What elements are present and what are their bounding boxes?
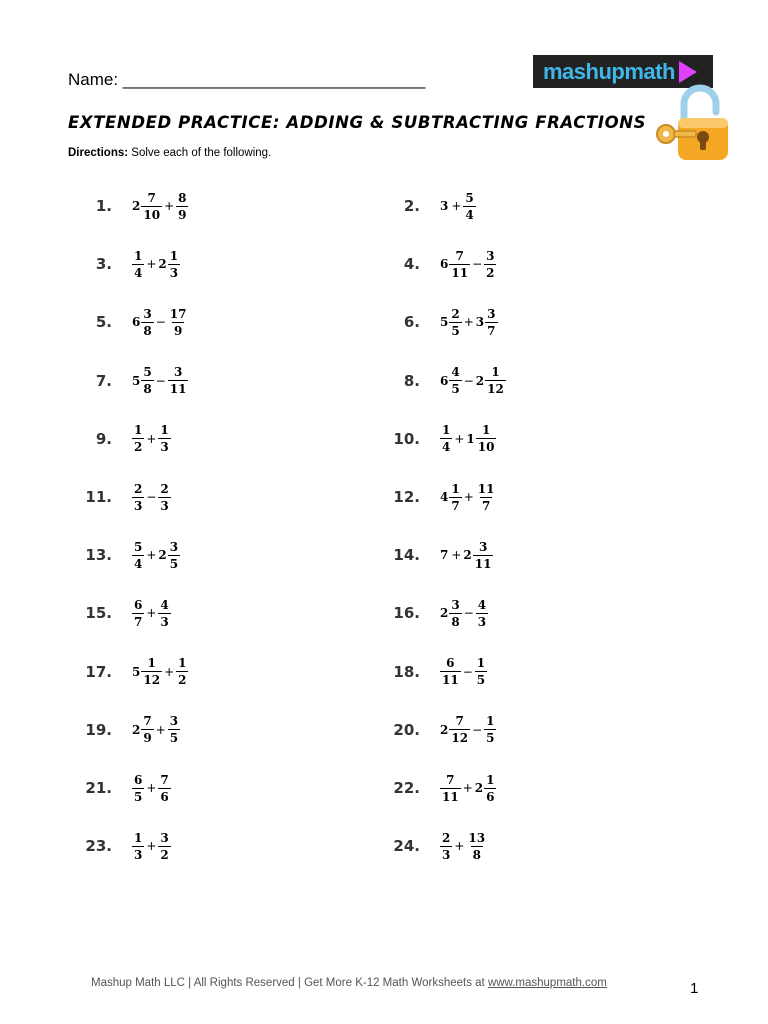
problem-number: 11. — [85, 488, 112, 506]
problem-number: 8. — [403, 371, 420, 390]
denominator: 7 — [134, 614, 143, 629]
operator: + — [164, 664, 175, 679]
fraction — [132, 832, 144, 861]
fraction — [475, 657, 487, 686]
denominator: 11 — [474, 556, 492, 571]
denominator: 8 — [143, 323, 152, 338]
fraction — [449, 250, 470, 279]
fraction — [449, 366, 461, 395]
fraction — [440, 424, 452, 453]
whole-number: 7 — [440, 548, 449, 563]
fraction — [132, 599, 144, 628]
numerator: 7 — [446, 772, 455, 787]
directions-label: Directions: — [68, 147, 129, 159]
whole-number: 6 — [440, 373, 449, 388]
operator: − — [472, 722, 483, 737]
operator: + — [463, 490, 474, 504]
operator: + — [146, 839, 157, 854]
denominator: 9 — [178, 207, 187, 222]
numerator: 1 — [147, 656, 156, 671]
fraction — [141, 366, 153, 395]
denominator: 12 — [143, 673, 161, 688]
numerator: 1 — [476, 656, 486, 671]
whole-number: 2 — [132, 199, 141, 213]
problem-number: 10. — [393, 429, 420, 448]
numerator: 3 — [169, 714, 179, 729]
problem-number: 7. — [95, 371, 112, 390]
operator: + — [146, 606, 157, 621]
fraction — [466, 832, 487, 861]
problem-item — [70, 244, 180, 284]
problem-expression — [440, 483, 496, 512]
numerator: 8 — [178, 190, 187, 205]
numerator: 3 — [478, 539, 488, 554]
operator: + — [451, 199, 462, 213]
problem-expression — [440, 657, 487, 686]
denominator: 3 — [442, 847, 451, 862]
problem-item — [70, 826, 171, 866]
denominator: 8 — [143, 382, 152, 397]
numerator: 3 — [143, 306, 152, 321]
fraction — [449, 483, 461, 512]
numerator: 1 — [178, 656, 187, 671]
problem-number: 22. — [393, 779, 420, 797]
numerator: 1 — [160, 423, 169, 438]
whole-number: 2 — [440, 606, 449, 621]
problem-item — [378, 710, 496, 750]
operator: + — [164, 199, 175, 213]
denominator: 3 — [477, 614, 487, 629]
operator: − — [472, 257, 483, 272]
problem-item — [378, 826, 487, 866]
numerator: 17 — [169, 306, 187, 321]
whole-number: 4 — [440, 490, 449, 504]
denominator: 11 — [442, 789, 459, 804]
fraction — [473, 541, 494, 570]
numerator: 7 — [143, 714, 152, 729]
numerator: 7 — [455, 714, 464, 729]
numerator: 7 — [455, 248, 464, 263]
page-number: 1 — [690, 980, 699, 997]
operator: − — [462, 664, 473, 679]
operator: + — [146, 431, 157, 446]
problem-expression — [440, 599, 488, 628]
operator: + — [462, 781, 473, 795]
denominator: 9 — [173, 323, 183, 338]
fraction — [484, 774, 496, 803]
problem-number: 14. — [393, 546, 420, 565]
problem-item — [378, 302, 498, 342]
fraction — [440, 774, 461, 803]
operator: + — [146, 781, 157, 795]
numerator: 4 — [451, 365, 460, 380]
problem-expression — [440, 250, 496, 279]
problem-expression — [440, 715, 496, 744]
whole-number: 6 — [440, 257, 449, 272]
fraction — [484, 250, 496, 279]
problem-item — [70, 768, 171, 808]
problem-item — [70, 710, 180, 750]
numerator: 6 — [446, 656, 455, 671]
numerator: 2 — [451, 306, 460, 321]
operator: + — [454, 431, 465, 446]
numerator: 1 — [451, 481, 460, 496]
denominator: 7 — [451, 498, 460, 513]
problem-item — [378, 652, 487, 692]
problem-expression — [440, 308, 498, 337]
denominator: 5 — [134, 789, 143, 804]
denominator: 7 — [481, 498, 491, 513]
problem-number: 23. — [85, 837, 112, 856]
numerator: 1 — [442, 423, 451, 438]
numerator: 2 — [442, 830, 451, 845]
fraction — [158, 483, 170, 512]
operator: + — [451, 548, 462, 563]
denominator: 5 — [451, 323, 460, 338]
problem-number: 5. — [95, 313, 112, 332]
fraction — [168, 715, 180, 744]
fraction — [440, 657, 461, 686]
problem-number: 6. — [403, 313, 420, 332]
numerator: 5 — [134, 539, 143, 554]
numerator: 2 — [160, 481, 169, 496]
numerator: 3 — [169, 539, 179, 554]
denominator: 5 — [476, 673, 486, 688]
problem-item — [378, 244, 496, 284]
play-icon — [679, 61, 697, 83]
problem-item — [70, 186, 188, 226]
operator: − — [146, 490, 157, 504]
fraction — [132, 541, 144, 570]
denominator: 3 — [169, 265, 179, 280]
problem-item — [378, 593, 488, 633]
problem-number: 18. — [393, 662, 420, 681]
numerator: 1 — [134, 830, 143, 845]
whole-number: 2 — [475, 373, 485, 388]
whole-number: 3 — [440, 199, 449, 213]
problem-number: 9. — [95, 429, 112, 448]
operator: − — [155, 373, 166, 388]
problem-expression — [132, 366, 188, 395]
denominator: 3 — [160, 614, 169, 629]
numerator: 3 — [486, 248, 495, 263]
worksheet-title: EXTENDED PRACTICE: ADDING & SUBTRACTING FRACTIONS — [68, 113, 647, 132]
name-field-label: Name: ________________________________ — [68, 70, 426, 89]
fraction — [476, 599, 488, 628]
fraction — [168, 308, 189, 337]
problem-expression — [440, 774, 496, 803]
problem-expression — [440, 541, 493, 570]
problem-expression — [440, 832, 487, 861]
problem-expression — [132, 657, 188, 686]
numerator: 4 — [160, 597, 169, 612]
denominator: 6 — [160, 789, 169, 804]
fraction — [158, 832, 170, 861]
denominator: 6 — [486, 789, 495, 804]
whole-number: 3 — [475, 315, 485, 330]
whole-number: 5 — [132, 664, 141, 679]
numerator: 5 — [143, 365, 152, 380]
problem-number: 1. — [95, 197, 112, 215]
problem-number: 19. — [85, 720, 112, 739]
denominator: 5 — [169, 731, 179, 746]
fraction — [484, 715, 496, 744]
problem-item — [70, 361, 188, 401]
whole-number: 5 — [132, 373, 141, 388]
whole-number: 2 — [463, 548, 472, 563]
denominator: 11 — [442, 673, 459, 688]
fraction — [449, 308, 461, 337]
operator: + — [146, 257, 157, 272]
problem-number: 4. — [403, 255, 420, 274]
numerator: 1 — [486, 772, 495, 787]
whole-number: 2 — [132, 722, 141, 737]
numerator: 1 — [491, 365, 500, 380]
problem-item — [378, 535, 493, 575]
fraction — [449, 715, 470, 744]
directions-text: Solve each of the following. — [128, 147, 272, 159]
problem-number: 13. — [85, 546, 112, 565]
whole-number: 6 — [132, 315, 141, 330]
fraction — [440, 832, 452, 861]
operator: − — [463, 606, 474, 621]
problem-expression — [440, 366, 506, 395]
problem-expression — [132, 424, 171, 453]
fraction — [449, 599, 461, 628]
whole-number: 2 — [474, 781, 484, 795]
problem-expression — [132, 541, 180, 570]
problem-expression — [132, 250, 180, 279]
numerator: 7 — [160, 772, 169, 787]
fraction — [476, 483, 497, 512]
fraction — [141, 657, 162, 686]
whole-number: 2 — [158, 548, 167, 563]
problem-expression — [132, 715, 180, 744]
operator: − — [463, 373, 474, 388]
denominator: 8 — [472, 847, 481, 862]
denominator: 7 — [487, 323, 496, 338]
problem-item — [378, 768, 496, 808]
denominator: 4 — [134, 556, 143, 571]
problem-item — [70, 652, 188, 692]
fraction — [476, 424, 497, 453]
fraction — [132, 483, 144, 512]
footer-link[interactable]: www.mashupmath.com — [487, 977, 607, 989]
problem-item — [378, 186, 476, 226]
whole-number: 2 — [158, 257, 167, 272]
denominator: 8 — [451, 614, 460, 629]
denominator: 2 — [486, 265, 495, 280]
numerator: 7 — [147, 190, 156, 205]
problem-number: 16. — [393, 604, 420, 623]
numerator: 2 — [134, 481, 143, 496]
denominator: 3 — [134, 847, 143, 862]
numerator: 6 — [134, 772, 143, 787]
fraction — [132, 774, 144, 803]
problem-item — [378, 361, 506, 401]
problem-expression — [440, 424, 496, 453]
denominator: 4 — [465, 207, 474, 222]
denominator: 11 — [169, 382, 187, 397]
fraction — [176, 192, 188, 221]
denominator: 3 — [160, 440, 169, 455]
numerator: 13 — [468, 830, 486, 845]
numerator: 3 — [451, 597, 460, 612]
problem-item — [70, 477, 171, 517]
problem-number: 12. — [393, 488, 420, 506]
numerator: 1 — [134, 248, 143, 263]
problem-item — [378, 477, 496, 517]
denominator: 2 — [134, 440, 143, 455]
lock-key-icon — [654, 82, 734, 164]
problem-item — [70, 419, 171, 459]
problem-number: 3. — [95, 255, 112, 274]
problem-number: 17. — [85, 662, 112, 681]
numerator: 11 — [477, 481, 495, 496]
problem-expression — [132, 774, 171, 803]
directions — [68, 147, 271, 159]
operator: + — [454, 839, 465, 854]
fraction — [463, 192, 475, 221]
fraction — [141, 308, 153, 337]
denominator: 4 — [134, 265, 143, 280]
fraction — [158, 424, 170, 453]
numerator: 4 — [477, 597, 487, 612]
whole-number: 2 — [440, 722, 449, 737]
denominator: 9 — [143, 731, 152, 746]
operator: − — [155, 315, 166, 330]
numerator: 3 — [173, 365, 183, 380]
fraction — [168, 366, 189, 395]
fraction — [485, 308, 497, 337]
whole-number: 1 — [466, 431, 475, 446]
footer — [91, 977, 607, 989]
denominator: 4 — [442, 440, 451, 455]
fraction — [158, 774, 170, 803]
operator: + — [146, 548, 157, 563]
problem-expression — [440, 192, 476, 221]
denominator: 5 — [486, 731, 495, 746]
problem-item — [70, 593, 171, 633]
denominator: 11 — [451, 265, 469, 280]
footer-text: Mashup Math LLC | All Rights Reserved | Get More K-12 Math Worksheets at — [91, 977, 488, 989]
numerator: 3 — [160, 830, 169, 845]
fraction — [485, 366, 506, 395]
fraction — [132, 250, 144, 279]
denominator: 5 — [169, 556, 179, 571]
denominator: 12 — [451, 731, 469, 746]
problem-expression — [132, 483, 171, 512]
numerator: 1 — [134, 423, 143, 438]
problem-expression — [132, 192, 188, 221]
denominator: 3 — [160, 498, 169, 513]
fraction — [141, 715, 153, 744]
denominator: 3 — [134, 498, 143, 513]
denominator: 5 — [451, 382, 460, 397]
numerator: 1 — [481, 423, 491, 438]
problem-expression — [132, 832, 171, 861]
fraction — [158, 599, 170, 628]
problem-expression — [132, 599, 171, 628]
operator: + — [155, 722, 166, 737]
problem-item — [70, 535, 180, 575]
logo-text: mashupmath — [543, 58, 675, 84]
fraction — [168, 541, 180, 570]
problem-item — [70, 302, 188, 342]
denominator: 2 — [160, 847, 169, 862]
numerator: 5 — [465, 190, 474, 205]
numerator: 6 — [134, 597, 143, 612]
numerator: 1 — [169, 248, 179, 263]
problem-expression — [132, 308, 188, 337]
problem-number: 15. — [85, 604, 112, 623]
problem-number: 2. — [403, 197, 420, 215]
fraction — [168, 250, 180, 279]
operator: + — [463, 315, 474, 330]
denominator: 2 — [178, 673, 187, 688]
problem-item — [378, 419, 496, 459]
numerator: 1 — [486, 714, 495, 729]
problem-number: 20. — [393, 720, 420, 739]
denominator: 10 — [143, 207, 161, 222]
denominator: 10 — [477, 440, 495, 455]
fraction — [132, 424, 144, 453]
problem-number: 24. — [393, 837, 420, 856]
fraction — [176, 657, 188, 686]
whole-number: 5 — [440, 315, 449, 330]
denominator: 12 — [487, 382, 504, 397]
numerator: 3 — [487, 306, 496, 321]
problem-number: 21. — [85, 779, 112, 797]
fraction — [141, 192, 162, 221]
